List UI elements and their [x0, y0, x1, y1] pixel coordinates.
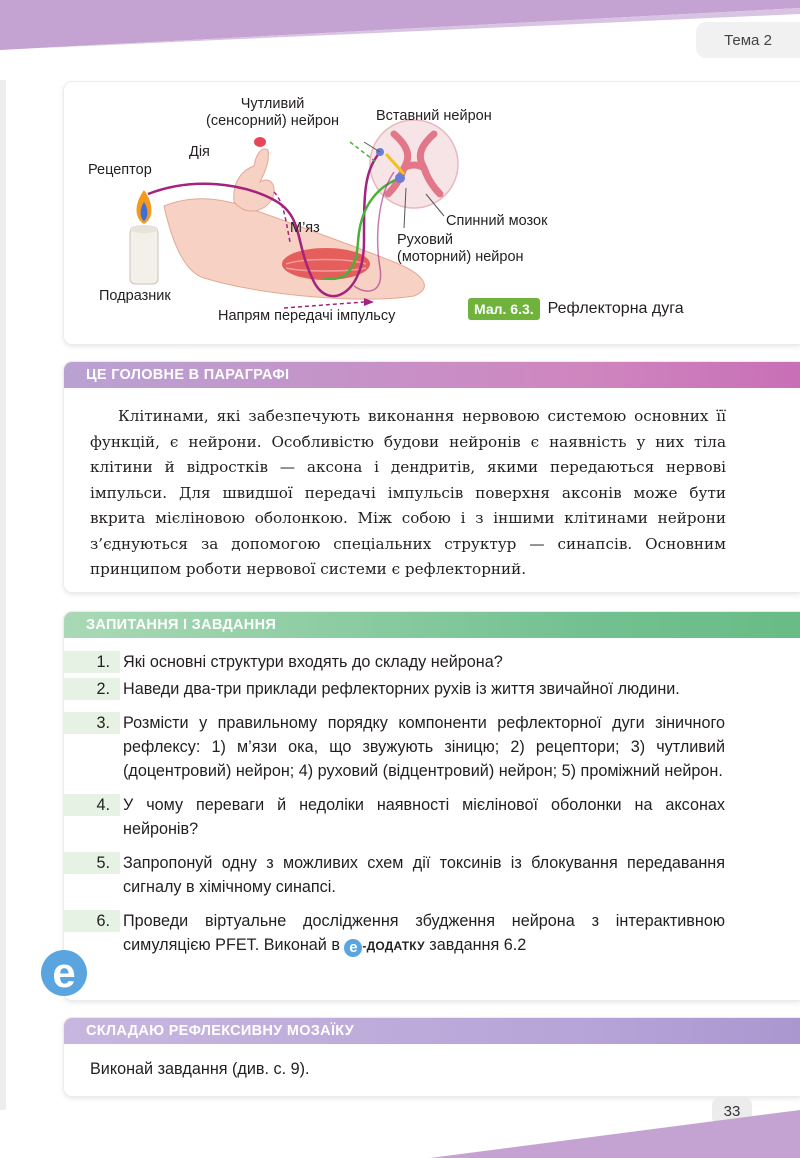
sensory-neuron-label-line2: (сенсорний) нейрон — [206, 113, 340, 129]
summary-text: Клітинами, які забезпечують виконання нервовою системою основних її функцій, є нейрони. Особливістю будови нейронів є наявність у них тіла клітини й відростків — аксона і дендритів, якими передаються нервові імпульси. Для швидшої передачі імпульсів поверхня аксонів може бути вкрита мієліновою оболонкою. Між собою і з іншими клітинами нейрони з’єднуються за допомогою спеціальних структур — синапсів. Основним принципом роботи нервової системи є рефлекторний. — [90, 407, 726, 578]
question-text-part: Проведи віртуальне дослідження збудження нейрона з інтерактивною симуляцією PFET. Виконай в — [123, 912, 725, 954]
mosaic-section-title: СКЛАДАЮ РЕФЛЕКСИВНУ МОЗАЇКУ — [64, 1018, 800, 1044]
question-number: 5. — [96, 854, 110, 872]
sensory-neuron-label-line1: Чутливий — [240, 96, 305, 112]
question-number: 6. — [96, 912, 110, 930]
figure-title: Рефлекторна дуга — [547, 300, 684, 317]
bottom-decor-band — [0, 1110, 800, 1158]
spinal-cord-label: Спинний мозок — [446, 213, 548, 229]
figure-caption — [468, 298, 684, 320]
impulse-direction-label: Напрям передачі імпульсу — [218, 308, 396, 324]
question-text: Які основні структури входять до складу нейрона? — [123, 653, 503, 671]
action-label: Дія — [189, 144, 210, 160]
question-item — [64, 909, 800, 958]
summary-section — [64, 362, 800, 592]
sensory-neuron-label — [206, 96, 339, 130]
question-text: У чому переваги й недоліки наявності мієлінової оболонки на аксонах нейронів? — [123, 796, 725, 838]
question-item — [64, 851, 800, 899]
e-appendix-link[interactable]: -ДОДАТКУ — [362, 939, 425, 953]
question-text: Розмісти у правильному порядку компоненти рефлекторної дуги зіничного рефлексу: 1) м’язи ока, що звужують зіницю; 2) рецептори; 3) чутливий (доцентровий) нейрон; 4) руховий (відцентровий) нейрон; 5) проміжний нейрон. — [123, 714, 725, 780]
receptor-label: Рецептор — [88, 162, 152, 178]
stimulus-label: Подразник — [99, 288, 171, 304]
motor-neuron-label-line1: Руховий — [397, 232, 453, 248]
question-item — [64, 711, 800, 783]
arm-shape — [164, 199, 424, 299]
questions-list — [64, 650, 800, 958]
top-decor-band — [0, 0, 800, 60]
question-text: Запропонуй одну з можливих схем дії токсинів із блокування передавання сигналу в хімічному синапсі. — [123, 854, 725, 896]
candle-body — [130, 228, 158, 284]
question-text: Наведи два-три приклади рефлекторних рухів із життя звичайної людини. — [123, 680, 680, 698]
question-item — [64, 793, 800, 841]
figure-badge: Мал. 6.3. — [468, 298, 540, 320]
motor-neuron-label-line2: (моторний) нейрон — [397, 249, 524, 265]
question-item — [64, 677, 800, 701]
motor-neuron-label — [397, 232, 524, 266]
figure-card — [64, 82, 800, 344]
e-resource-icon[interactable]: e — [41, 950, 87, 996]
question-text-part: завдання 6.2 — [424, 936, 527, 954]
muscle-label: М’яз — [290, 220, 320, 236]
question-text — [123, 909, 725, 958]
mosaic-text: Виконай завдання (див. с. 9). — [90, 1060, 310, 1078]
interneuron-label: Вставний нейрон — [376, 108, 492, 124]
question-number: 1. — [96, 653, 110, 671]
left-margin-rule — [0, 80, 6, 1110]
page-number: 33 — [712, 1097, 752, 1125]
question-item — [64, 650, 800, 674]
mosaic-section — [64, 1018, 800, 1096]
theme-tab: Тема 2 — [696, 22, 800, 58]
e-appendix-icon[interactable]: e — [344, 939, 362, 957]
summary-section-title: ЦЕ ГОЛОВНЕ В ПАРАГРАФІ — [64, 362, 800, 388]
hand-shape — [234, 149, 274, 211]
question-number: 3. — [96, 714, 110, 732]
question-number: 4. — [96, 796, 110, 814]
questions-section-title: ЗАПИТАННЯ І ЗАВДАННЯ — [64, 612, 800, 638]
questions-section — [64, 612, 800, 1000]
question-number: 2. — [96, 680, 110, 698]
